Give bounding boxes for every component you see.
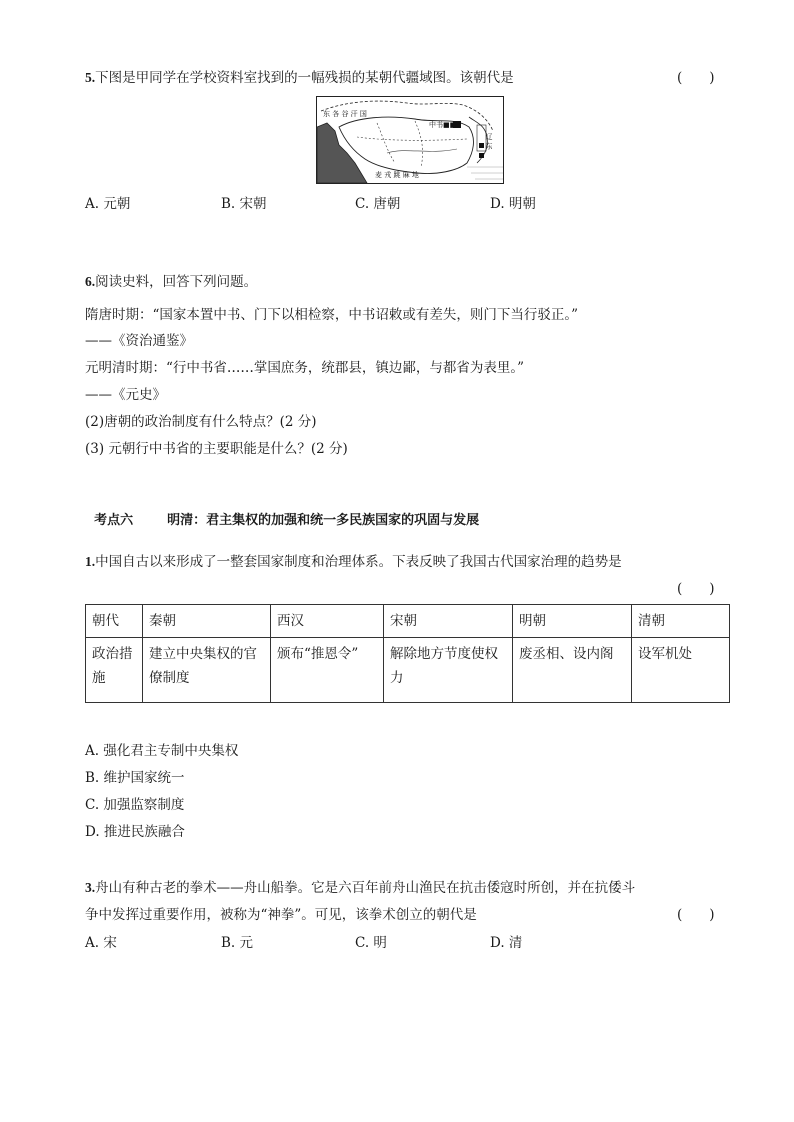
question-number: 1. (85, 554, 96, 569)
table-header-cell: 明朝 (513, 605, 632, 638)
table-cell: 建立中央集权的官僚制度 (143, 638, 271, 703)
question-number: 6. (85, 274, 96, 289)
table-header-cell: 朝代 (86, 605, 143, 638)
question-6-stem (85, 270, 257, 290)
option-a[interactable]: A. 元朝 (85, 196, 131, 212)
source-quote-sui-tang: 隋唐时期：“国家本置中书、门下以相检察，中书诏敕或有差失，则门下当行驳正。” (85, 307, 579, 323)
governance-table (85, 604, 730, 703)
section-heading (85, 494, 479, 528)
table-header-cell: 西汉 (271, 605, 384, 638)
question-text: 下图是甲同学在学校资料室找到的一幅残损的某朝代疆域图。该朝代是 (95, 70, 514, 86)
section-label: 考点六 (94, 513, 134, 528)
option-c[interactable]: C. 唐朝 (355, 196, 401, 212)
table-cell: 解除地方节度使权力 (384, 638, 513, 703)
option-d[interactable]: D. 清 (490, 935, 523, 951)
territory-map-image (316, 96, 504, 184)
option-a[interactable]: A. 强化君主专制中央集权 (85, 743, 239, 759)
table-cell: 废丞相、设内阁 (513, 638, 632, 703)
option-b[interactable]: B. 元 (221, 935, 254, 951)
table-cell: 设军机处 (632, 638, 730, 703)
question-3-stem (85, 876, 635, 896)
table-header-cell: 清朝 (632, 605, 730, 638)
option-b[interactable]: B. 宋朝 (221, 196, 267, 212)
table-header-row (86, 605, 730, 638)
source-citation-zizhi: ——《资治通鉴》 (85, 333, 193, 349)
question-5-stem (85, 66, 514, 86)
source-citation-yuanshi: ——《元史》 (85, 387, 166, 403)
map-label-capital: 中书■■ (429, 121, 457, 129)
table-row (86, 638, 730, 703)
question-text: 中国自古以来形成了一整套国家制度和治理体系。下表反映了我国古代国家治理的趋势是 (95, 554, 622, 570)
sub-question-2: (2)唐朝的政治制度有什么特点？(2 分) (85, 414, 317, 430)
table-header-cell: 宋朝 (384, 605, 513, 638)
map-drawing (317, 97, 503, 183)
map-label-east: 辽 东 (485, 133, 493, 150)
table-cell: 颁布“推恩令” (271, 638, 384, 703)
option-a[interactable]: A. 宋 (85, 935, 117, 951)
question-text: 阅读史料，回答下列问题。 (95, 274, 258, 290)
answer-paren: ( ) (677, 70, 715, 86)
answer-paren: ( ) (677, 581, 715, 597)
question-number: 5. (85, 70, 96, 85)
option-c[interactable]: C. 加强监察制度 (85, 797, 185, 813)
question-number: 3. (85, 880, 96, 895)
table-cell: 政治措施 (86, 638, 143, 703)
map-label-southwest: 麦 戎 跳 麻 地 (375, 171, 419, 179)
question-3-stem-line2: 争中发挥过重要作用，被称为“神拳”。可见，该拳术创立的朝代是 (85, 907, 477, 923)
question-1-stem (85, 550, 622, 570)
section-title: 明清：君主集权的加强和统一多民族国家的巩固与发展 (167, 513, 480, 528)
sub-question-3: (3) 元朝行中书省的主要职能是什么？(2 分) (85, 441, 348, 457)
option-b[interactable]: B. 维护国家统一 (85, 770, 185, 786)
source-quote-yuan-ming-qing: 元明清时期：“行中书省……掌国庶务，统郡县，镇边鄙，与都省为表里。” (85, 360, 525, 376)
map-label-northwest: 东 各 谷 汗 国 (323, 110, 367, 118)
option-d[interactable]: D. 推进民族融合 (85, 824, 185, 840)
answer-paren: ( ) (677, 907, 715, 923)
table-header-cell: 秦朝 (143, 605, 271, 638)
question-text: 舟山有种古老的拳术——舟山船拳。它是六百年前舟山渔民在抗击倭寇时所创，并在抗倭斗 (95, 880, 636, 896)
option-d[interactable]: D. 明朝 (490, 196, 536, 212)
option-c[interactable]: C. 明 (355, 935, 387, 951)
